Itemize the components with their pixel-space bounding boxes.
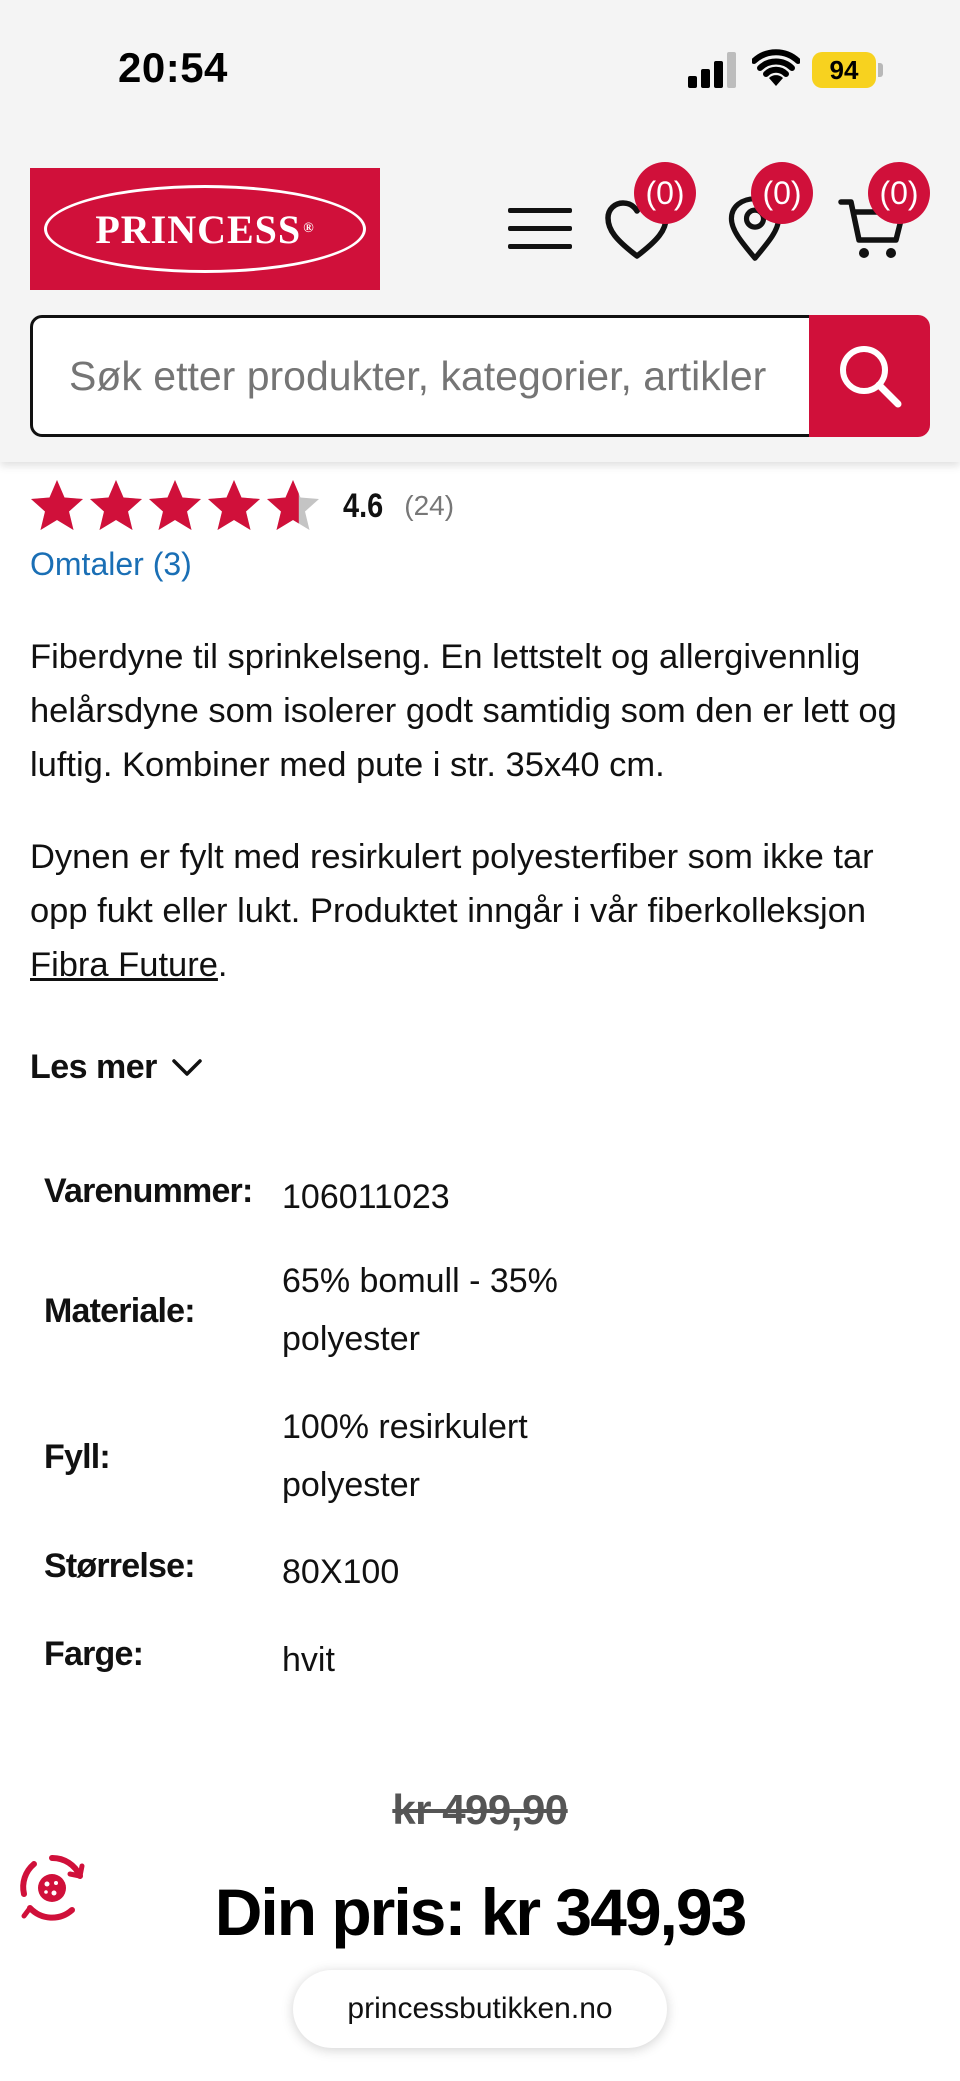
search-bar: [30, 315, 930, 437]
spec-label: Farge:: [44, 1635, 144, 1673]
spec-value: hvit: [282, 1641, 335, 1679]
star-icon: [146, 477, 204, 535]
read-more-label: Les mer: [30, 1048, 157, 1086]
status-time: 20:54: [118, 44, 228, 91]
product-description-collection: [30, 830, 940, 992]
logo-text: PRINCESS: [95, 206, 302, 252]
current-price: Din pris: kr 349,93: [214, 1875, 746, 1949]
cellular-signal-icon: [688, 52, 738, 88]
battery-tip: [878, 63, 883, 77]
star-icon: [205, 477, 263, 535]
cookie-settings-icon[interactable]: [16, 1852, 88, 1924]
search-button[interactable]: [809, 315, 930, 437]
wifi-icon: [752, 48, 800, 88]
cart-badge: (0): [868, 162, 930, 224]
wishlist-badge: (0): [634, 162, 696, 224]
star-icon: [264, 477, 322, 535]
spec-value: 106011023: [282, 1178, 450, 1216]
search-input[interactable]: [30, 315, 812, 437]
top-bar: [0, 0, 960, 462]
spec-row: [44, 1252, 604, 1370]
logo-emblem: PRINCESS ®: [44, 185, 366, 273]
description-end: .: [217, 946, 228, 984]
spec-row: [44, 1168, 604, 1228]
spec-row: [44, 1631, 604, 1691]
spec-label: Størrelse:: [44, 1547, 195, 1585]
hamburger-menu-icon[interactable]: [508, 206, 572, 252]
spec-value: 65% bomull - 35% polyester: [282, 1262, 558, 1358]
princess-logo[interactable]: [30, 168, 380, 290]
product-description: Fiberdyne til sprinkelseng. En lettstelt og allergivennlig helårsdyne som isolerer godt samtidig som den er lett og luftig. Kombiner med pute i str. 35x40 cm.: [30, 638, 897, 784]
old-price: kr 499,90: [392, 1786, 568, 1833]
url-text: princessbutikken.no: [347, 1992, 613, 2025]
spec-label: Varenummer:: [44, 1172, 253, 1210]
spec-row: [44, 1543, 604, 1603]
star-icon: [28, 477, 86, 535]
chevron-down-icon: [171, 1058, 203, 1078]
browser-url-bar[interactable]: [293, 1970, 667, 2048]
rating-stars: [28, 477, 323, 535]
spec-label: Materiale:: [44, 1292, 195, 1330]
rating-value: 4.6: [343, 486, 384, 525]
spec-value: 80X100: [282, 1553, 400, 1591]
read-more-toggle[interactable]: [30, 1048, 203, 1087]
search-icon: [836, 342, 904, 410]
description-text: Dynen er fylt med resirkulert polyesterfiber som ikke tar opp fukt eller lukt. Produktet inngår i vår fiberkolleksjon: [30, 838, 874, 930]
stores-badge: (0): [751, 162, 813, 224]
spec-row: [44, 1398, 604, 1516]
spec-value: 100% resirkulert polyester: [282, 1408, 528, 1504]
spec-label: Fyll:: [44, 1438, 110, 1476]
rating-count: (24): [404, 490, 455, 521]
battery-indicator: 94: [812, 52, 876, 88]
reviews-link[interactable]: Omtaler (3): [30, 546, 192, 582]
product-rating[interactable]: [28, 476, 454, 536]
star-icon: [87, 477, 145, 535]
fibra-future-link[interactable]: Fibra Future: [30, 946, 218, 984]
